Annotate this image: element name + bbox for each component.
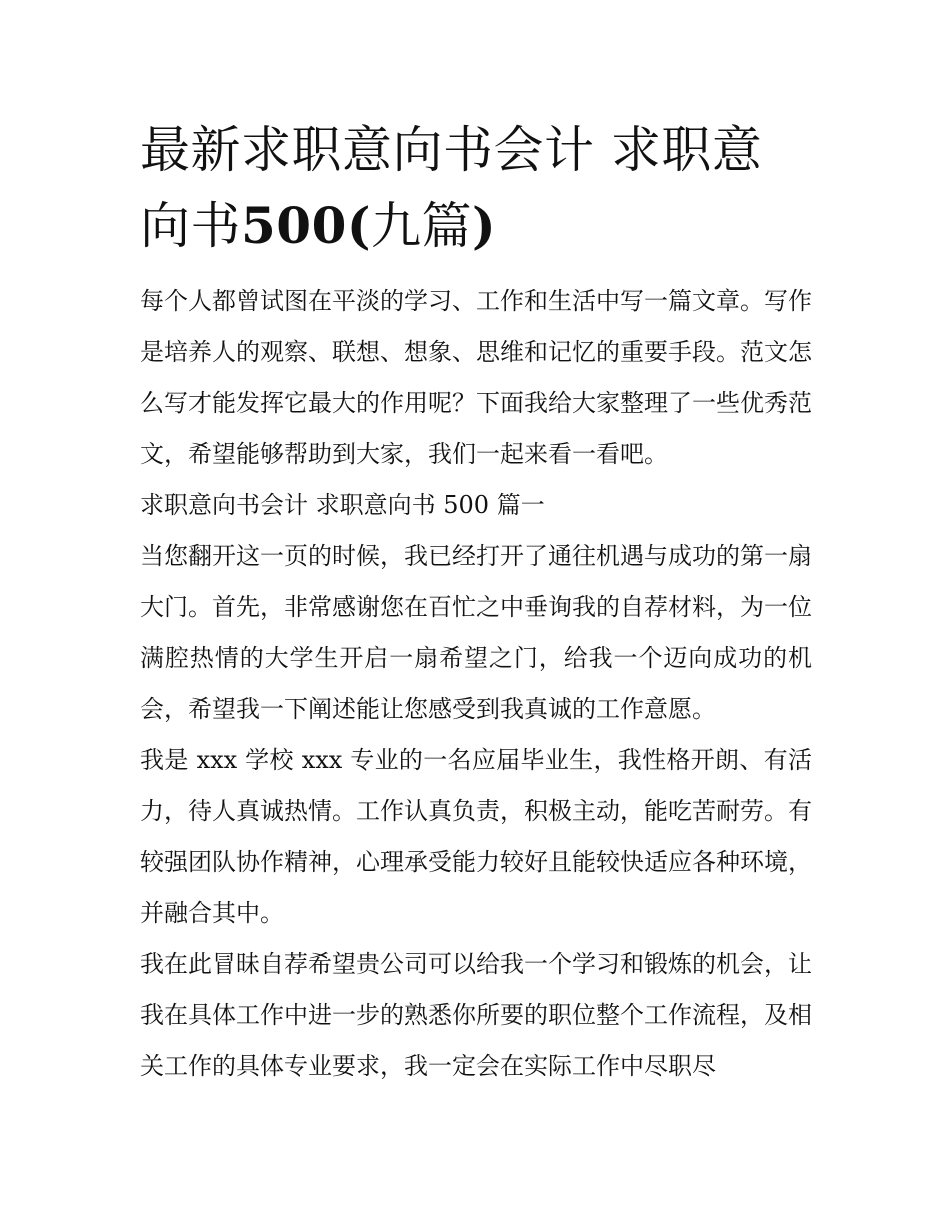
intro-paragraph: 每个人都曾试图在平淡的学习、工作和生活中写一篇文章。写作是培养人的观察、联想、想象、思维和记忆的重要手段。范文怎么写才能发挥它最大的作用呢？下面我给大家整理了一些优秀范文，希望能够帮助到大家，我们一起来看一看吧。 [140, 287, 812, 468]
body-paragraph: 我在此冒昧自荐希望贵公司可以给我一个学习和锻炼的机会，让我在具体工作中进一步的熟悉你所要的职位整个工作流程，及相关工作的具体专业要求，我一定会在实际工作中尽职尽 [140, 950, 812, 1080]
body-paragraph: 当您翻开这一页的时候，我已经打开了通往机遇与成功的第一扇大门。首先，非常感谢您在百忙之中垂询我的自荐材料，为一位满腔热情的大学生开启一扇希望之门，给我一个迈向成功的机会，希望我一下阐述能让您感受到我真诚的工作意愿。 [140, 542, 812, 723]
title-number: 500( [241, 196, 372, 255]
title-close-paren: ) [472, 196, 497, 255]
document-title [140, 112, 812, 264]
document-body [140, 276, 812, 1092]
title-text: 最新求职意向书会计 求职意向书 [140, 121, 763, 255]
title-count: 九篇 [371, 197, 473, 255]
body-paragraph: 我是 xxx 学校 xxx 专业的一名应届毕业生，我性格开朗、有活力，待人真诚热情。工作认真负责，积极主动，能吃苦耐劳。有较强团队协作精神，心理承受能力较好且能较快适应各种环境，并融合其中。 [140, 746, 812, 927]
section-heading: 求职意向书会计 求职意向书 500 篇一 [140, 491, 545, 519]
